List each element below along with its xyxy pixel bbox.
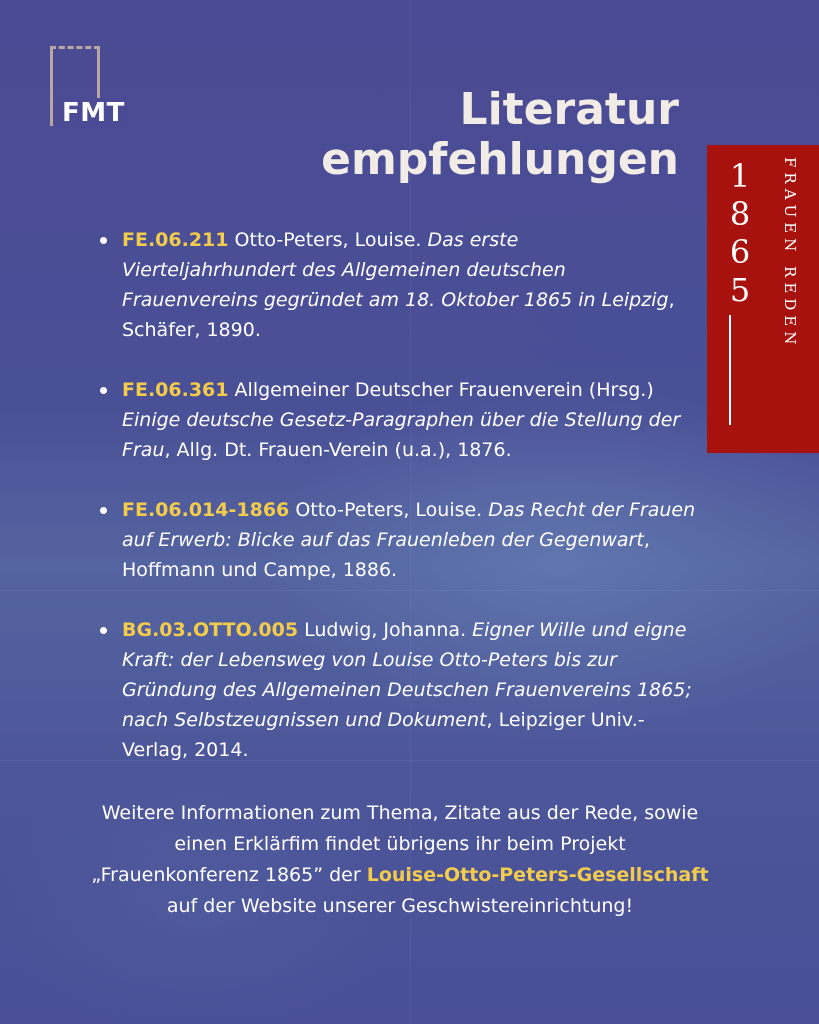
bullet-icon	[100, 387, 107, 394]
reference-author: Ludwig, Johanna.	[304, 619, 467, 641]
page-title	[321, 85, 679, 185]
fmt-logo	[50, 46, 140, 136]
reference-rest: , Allg. Dt. Frauen-Verein (u.a.), 1876.	[164, 439, 512, 461]
reference-code: BG.03.OTTO.005	[122, 619, 299, 641]
reference-item	[96, 615, 696, 765]
society-link[interactable]: Louise-Otto-Peters-Gesellschaft	[366, 864, 709, 886]
reference-item	[96, 495, 696, 585]
reference-code: FE.06.211	[122, 229, 229, 251]
badge-digit: 6	[729, 233, 751, 271]
bullet-icon	[100, 237, 107, 244]
reference-title: Das erste Vierteljahrhundert des Allgemeinen deutschen Frauenvereins gegründet am 18. Oktober 1865 in Leipzig	[122, 229, 669, 311]
title-line-1: Literatur	[459, 84, 679, 135]
reference-title: Das Recht der Frauen auf Erwerb: Blicke auf das Frauenleben der Gegenwart	[122, 499, 696, 551]
reference-list	[96, 225, 696, 765]
badge-vertical-text: FRAUEN REDEN	[781, 157, 799, 350]
reference-author: Allgemeiner Deutscher Frauenverein (Hrsg.)	[234, 379, 654, 401]
reference-author: Otto-Peters, Louise.	[295, 499, 483, 521]
badge-digit: 1	[729, 157, 751, 195]
bullet-icon	[100, 507, 107, 514]
reference-title: Einige deutsche Gesetz-Paragraphen über die Stellung der Frau	[122, 409, 681, 461]
footer-text-after: auf der Website unserer Geschwistereinrichtung!	[166, 895, 634, 917]
bullet-icon	[100, 627, 107, 634]
footer-text-before: Weitere Informationen zum Thema, Zitate aus der Rede, sowie einen Erklärfim findet übrigens ihr beim Projekt „Frauenkonferenz 1865” der	[91, 802, 699, 886]
reference-item	[96, 375, 696, 465]
reference-rest: , Leipziger Univ.-Verlag, 2014.	[122, 709, 645, 761]
reference-author: Otto-Peters, Louise.	[234, 229, 422, 251]
reference-item	[96, 225, 696, 345]
logo-text: FMT	[62, 98, 125, 128]
reference-rest: , Schäfer, 1890.	[122, 289, 675, 341]
reference-title: Eigner Wille und eigne Kraft: der Lebensweg von Louise Otto-Peters bis zur Gründung des Allgemeinen Deutschen Frauenvereins 1865; nach Selbstzeugnissen und Dokument	[122, 619, 692, 731]
frauen-reden-badge	[707, 145, 819, 453]
badge-digit: 5	[729, 271, 751, 309]
badge-year	[727, 157, 753, 309]
title-line-2: empfehlungen	[321, 134, 679, 185]
reference-code: FE.06.014-1866	[122, 499, 290, 521]
reference-code: FE.06.361	[122, 379, 229, 401]
badge-digit: 8	[729, 195, 751, 233]
badge-divider	[729, 315, 731, 425]
footer-note	[90, 798, 710, 922]
reference-rest: , Hoffmann und Campe, 1886.	[122, 529, 650, 581]
